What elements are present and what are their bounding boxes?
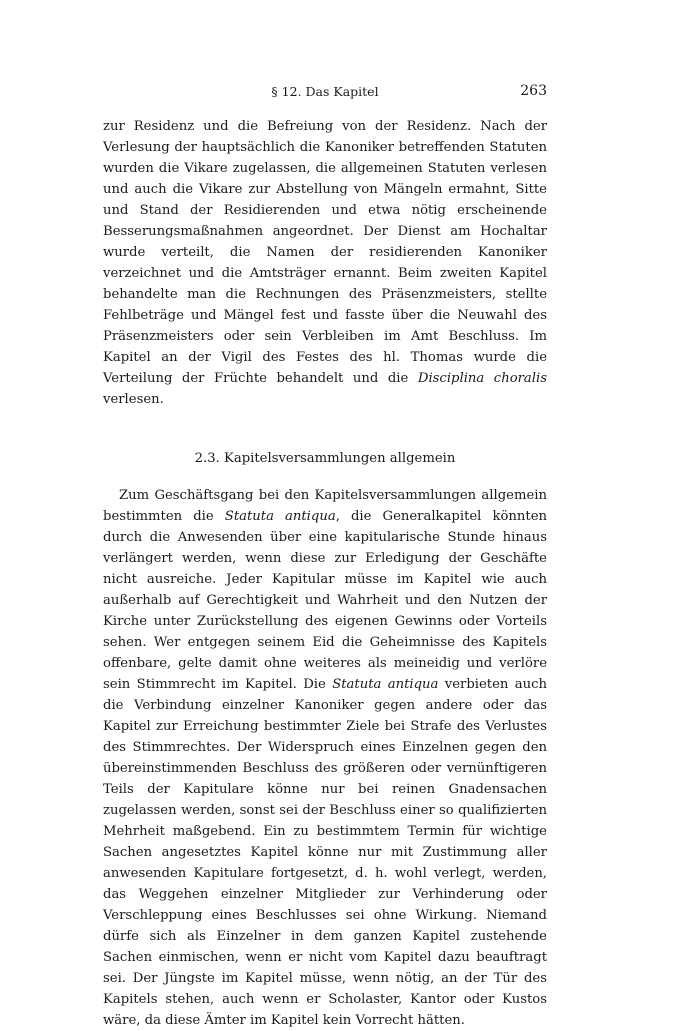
text-run: verbieten auch die Verbindung einzelner Kanoniker gegen andere oder das Kapitel zur Erreichung bestimmter Ziele bei Strafe des Verlustes des Stimmrechtes. Der Widerspruch eines Einzelnen gegen den übereinstimmenden Beschluss des größeren oder vernünftigeren Teils der Kapitulare könne nur bei reinen Gnadensachen zugelassen werden, sonst sei der Beschluss einer so qualifizierten Mehrheit maßgebend. Ein zu bestimmtem Termin für wichtige Sachen angesetztes Kapitel könne nur mit Zustimmung aller anwesenden Kapitulare fortgesetzt, d. h. wohl verlegt, werden, das Weggehen einzelner Mitglieder zur Verhinderung oder Verschleppung eines Beschlusses sei ohne Wirkung. Niemand dürfe sich als Einzelner in dem ganzen Kapitel zustehende Sachen einmischen, wenn er nicht vom Kapitel dazu beauftragt sei. Der Jüngste im Kapitel müsse, wenn nötig, an der Tür des Kapitels stehen, auch wenn er Scholaster, Kantor oder Kustos wäre, da diese Ämter im Kapitel kein Vorrecht hätten. [103, 677, 548, 1028]
paragraph-1 [103, 116, 547, 410]
italic-title: Disciplina choralis [417, 371, 547, 386]
page-number: 263 [520, 83, 547, 99]
text-run: Zum Geschäftsgang bei den Kapitelsversammlungen allgemein bestimmten die [103, 488, 547, 524]
text-run: , die Generalkapitel könnten durch die Anwesenden über eine kapitularische Stunde hinaus verlängert werden, wenn diese zur Erledigung der Geschäfte nicht ausreiche. Jeder Kapitular müsse im Kapitel wie auch außerhalb auf Gerechtigkeit und Wahrheit und den Nutzen der Kirche unter Zurückstellung des eigenen Gewinns oder Vorteils sehen. Wer entgegen seinem Eid die Geheimnisse des Kapitels offenbare, gelte damit ohne weiteres als meineidig und verlöre sein Stimmrecht im Kapitel. Die [103, 509, 547, 692]
body-text [103, 116, 547, 1031]
section-heading: 2.3. Kapitelsversammlungen allgemein [194, 451, 456, 466]
running-head [103, 84, 547, 106]
text-run: zur Residenz und die Befreiung von der Residenz. Nach der Verlesung der hauptsächlich die Kanoniker betreffenden Statuten wurden die Vikare zugelassen, die allgemeinen Statuten verlesen und auch die Vikare zur Abstellung von Mängeln ermahnt, Sitte und Stand der Residierenden und etwa nötig erscheinende Besserungsmaßnahmen angeordnet. Der Dienst am Hochaltar wurde verteilt, die Namen der residierenden Kanoniker verzeichnet und die Amtsträger ernannt. Beim zweiten Kapitel behandelte man die Rechnungen des Präsenzmeisters, stellte Fehlbeträge und Mängel fest und fasste über die Neuwahl des Präsenzmeisters oder sein Verbleiben im Amt Beschluss. Im Kapitel an der Vigil des Festes des hl. Thomas wurde die Verteilung der Früchte behandelt und die [103, 119, 547, 386]
paragraph-2 [103, 485, 547, 1031]
italic-title: Statuta antiqua [224, 509, 336, 524]
book-page [103, 84, 547, 1031]
text-run: verlesen. [103, 392, 164, 407]
running-head-title: § 12. Das Kapitel [271, 84, 379, 99]
italic-title: Statuta antiqua [332, 677, 439, 692]
